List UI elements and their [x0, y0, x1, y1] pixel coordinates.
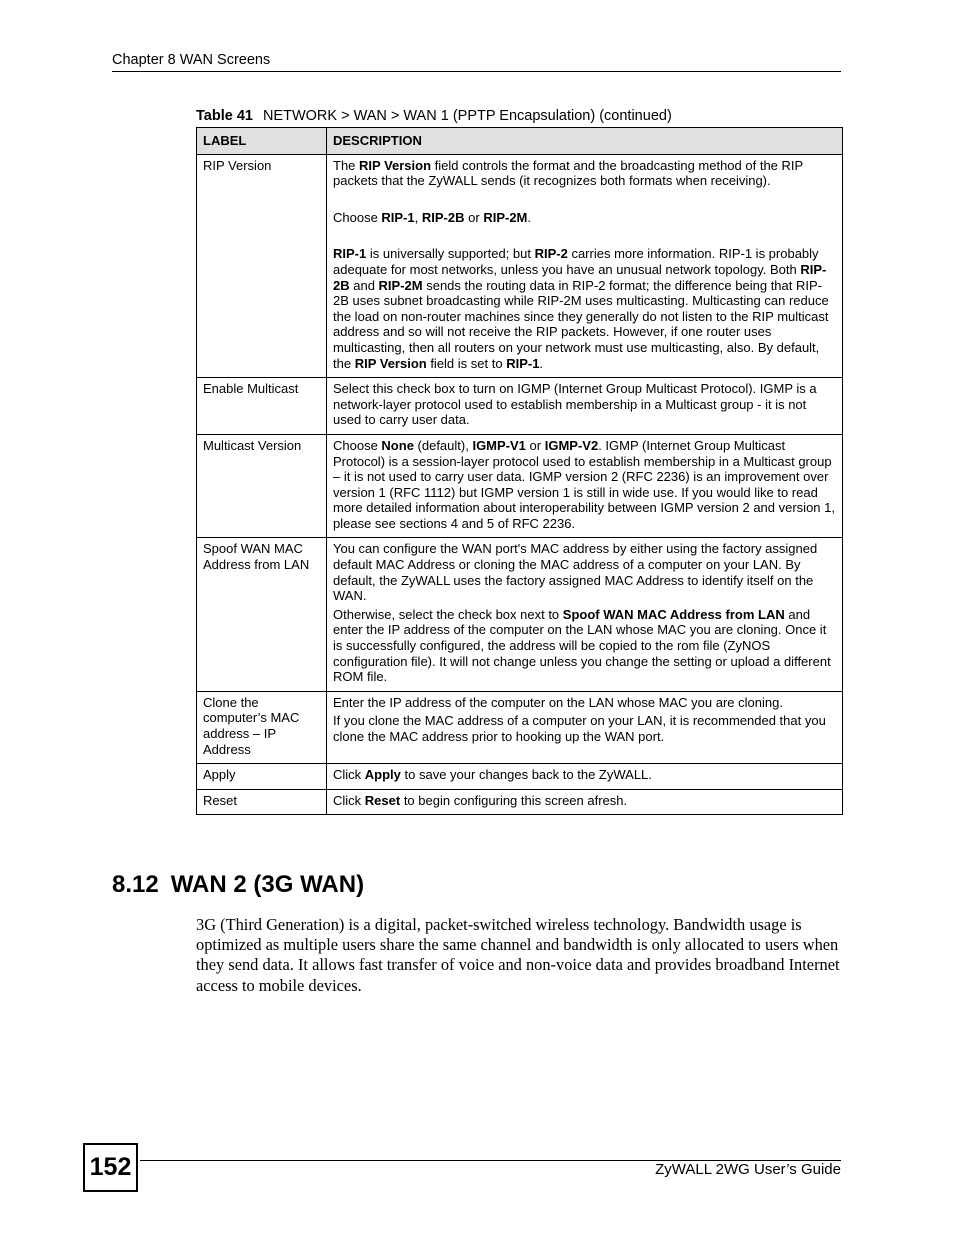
- row-description: [327, 691, 843, 763]
- bold-term: IGMP-V1: [472, 437, 526, 453]
- row-label: Enable Multicast: [197, 378, 327, 435]
- description-paragraph: [333, 607, 836, 685]
- table-row: [197, 789, 843, 815]
- description-paragraph: [333, 246, 836, 371]
- text-run: and: [349, 277, 379, 293]
- bold-term: RIP-2: [534, 246, 568, 262]
- row-description: [327, 764, 843, 790]
- text-run: .: [527, 209, 531, 225]
- bold-term: RIP-1: [506, 355, 540, 371]
- section-heading: [112, 871, 364, 899]
- text-run: Enter the IP address of the computer on the LAN whose MAC you are cloning.: [333, 694, 783, 710]
- footer-guide-title: ZyWALL 2WG User’s Guide: [655, 1161, 841, 1178]
- description-table: [196, 127, 843, 815]
- bold-term: None: [381, 437, 414, 453]
- description-paragraph: [333, 541, 836, 603]
- text-run: to begin configuring this screen afresh.: [400, 792, 628, 808]
- row-label: RIP Version: [197, 154, 327, 378]
- table-row: [197, 538, 843, 691]
- text-run: and enter the IP address of the computer on the LAN whose MAC you are cloning. Once it is successfully configured, the address will be copied to the rom file (ZyNOS configuration file). It will not change unless you change the setting or upload a different ROM file.: [333, 606, 831, 685]
- description-paragraph: [333, 158, 836, 189]
- text-run: If you clone the MAC address of a computer on your LAN, it is recommended that you clone the MAC address prior to hooking up the WAN port.: [333, 713, 826, 744]
- description-paragraph: [333, 381, 836, 428]
- column-header-description: DESCRIPTION: [327, 128, 843, 155]
- section-number: 8.12: [112, 871, 159, 898]
- table-header-row: [197, 128, 843, 155]
- row-description: [327, 538, 843, 691]
- text-run: The: [333, 157, 360, 173]
- row-label: Clone the computer’s MAC address – IP Address: [197, 691, 327, 763]
- text-run: is universally supported; but: [366, 246, 535, 262]
- bold-term: RIP-2M: [378, 277, 423, 293]
- row-label: Spoof WAN MAC Address from LAN: [197, 538, 327, 691]
- page-number: 152: [83, 1143, 138, 1192]
- text-run: or: [525, 437, 545, 453]
- description-paragraph: [333, 210, 836, 226]
- section-title: WAN 2 (3G WAN): [170, 871, 365, 898]
- description-paragraph: [333, 713, 836, 744]
- bold-term: IGMP-V2: [544, 437, 599, 453]
- row-description: [327, 154, 843, 378]
- bold-term: RIP Version: [359, 157, 432, 173]
- column-header-label: LABEL: [197, 128, 327, 155]
- table-body: [197, 154, 843, 815]
- row-description: [327, 378, 843, 435]
- bold-term: RIP Version: [354, 355, 427, 371]
- text-run: carries more information. RIP-1 is probably adequate for most networks, unless you have an unusual network topology. Both: [333, 246, 819, 277]
- text-run: Otherwise, select the check box next to: [333, 606, 563, 622]
- bold-term: Reset: [364, 792, 401, 808]
- text-run: or: [464, 209, 484, 225]
- section-body-paragraph: 3G (Third Generation) is a digital, packet-switched wireless technology. Bandwidth usage is optimized as multiple users share the same channel and bandwidth is only allocated to users when they send data. It allows fast transfer of voice and non-voice data and provides broadband Internet access to mobile devices.: [196, 915, 840, 995]
- row-label: Apply: [197, 764, 327, 790]
- row-description: [327, 434, 843, 538]
- text-run: Click: [333, 792, 365, 808]
- row-label: Reset: [197, 789, 327, 815]
- table-row: [197, 434, 843, 538]
- description-paragraph: [333, 793, 836, 809]
- text-run: ,: [414, 209, 422, 225]
- row-label: Multicast Version: [197, 434, 327, 538]
- text-run: Select this check box to turn on IGMP (Internet Group Multicast Protocol). IGMP is a network-layer protocol used to establish membership in a Multicast group - it is not used to carry user data.: [333, 381, 817, 428]
- bold-term: Apply: [364, 767, 401, 783]
- bold-term: RIP-2M: [483, 209, 528, 225]
- table-row: [197, 154, 843, 378]
- table-row: [197, 764, 843, 790]
- running-header: Chapter 8 WAN Screens: [112, 52, 271, 68]
- text-run: Choose: [333, 209, 382, 225]
- description-paragraph: [333, 695, 836, 711]
- text-run: .: [539, 355, 544, 371]
- table-row: [197, 691, 843, 763]
- text-run: . IGMP (Internet Group Multicast Protocol) is a session-layer protocol used to establish membership in a Multicast group – it is not used to carry user data. IGMP version 2 (RFC 2236) is an improvement over version 1 (RFC 1112) but IGMP version 1 is still in wide use. If you would like to read more detailed information about interoperability between IGMP version 2 and version 1, please see sections 4 and 5 of RFC 2236.: [333, 437, 835, 531]
- text-run: Click: [333, 767, 365, 783]
- table-caption: [196, 108, 672, 124]
- text-run: field controls the format and the broadcasting method of the RIP packets that the ZyWALL sends (it recognizes both formats when receiving).: [333, 157, 803, 189]
- description-paragraph: [333, 767, 836, 783]
- table-row: [197, 378, 843, 435]
- text-run: You can configure the WAN port's MAC address by either using the factory assigned default MAC Address or cloning the MAC address of a computer on your LAN. By default, the ZyWALL uses the factory assigned MAC Address to identify itself on the WAN.: [333, 541, 818, 604]
- bold-term: RIP-2B: [333, 261, 827, 293]
- bold-term: RIP-2B: [421, 209, 465, 225]
- text-run: Choose: [333, 437, 382, 453]
- table-caption-number: Table 41: [196, 108, 253, 124]
- bold-term: RIP-1: [381, 209, 415, 225]
- header-rule: [112, 71, 841, 72]
- text-run: to save your changes back to the ZyWALL.: [400, 767, 652, 783]
- text-run: (default),: [413, 437, 473, 453]
- table-caption-text: NETWORK > WAN > WAN 1 (PPTP Encapsulation) (continued): [262, 108, 672, 124]
- row-description: [327, 789, 843, 815]
- text-run: field is set to: [426, 355, 507, 371]
- text-run: sends the routing data in RIP-2 format; the difference being that RIP-2B uses subnet broadcasting while RIP-2M uses multicasting. Multicasting can reduce the load on non-router machines since they generally do not listen to the RIP multicast address and so will not receive the RIP packets. However, if one router uses multicasting, then all routers on your network must use multicasting, also. By default, the: [333, 277, 829, 371]
- description-paragraph: [333, 438, 836, 532]
- bold-term: Spoof WAN MAC Address from LAN: [562, 606, 785, 622]
- bold-term: RIP-1: [333, 246, 367, 262]
